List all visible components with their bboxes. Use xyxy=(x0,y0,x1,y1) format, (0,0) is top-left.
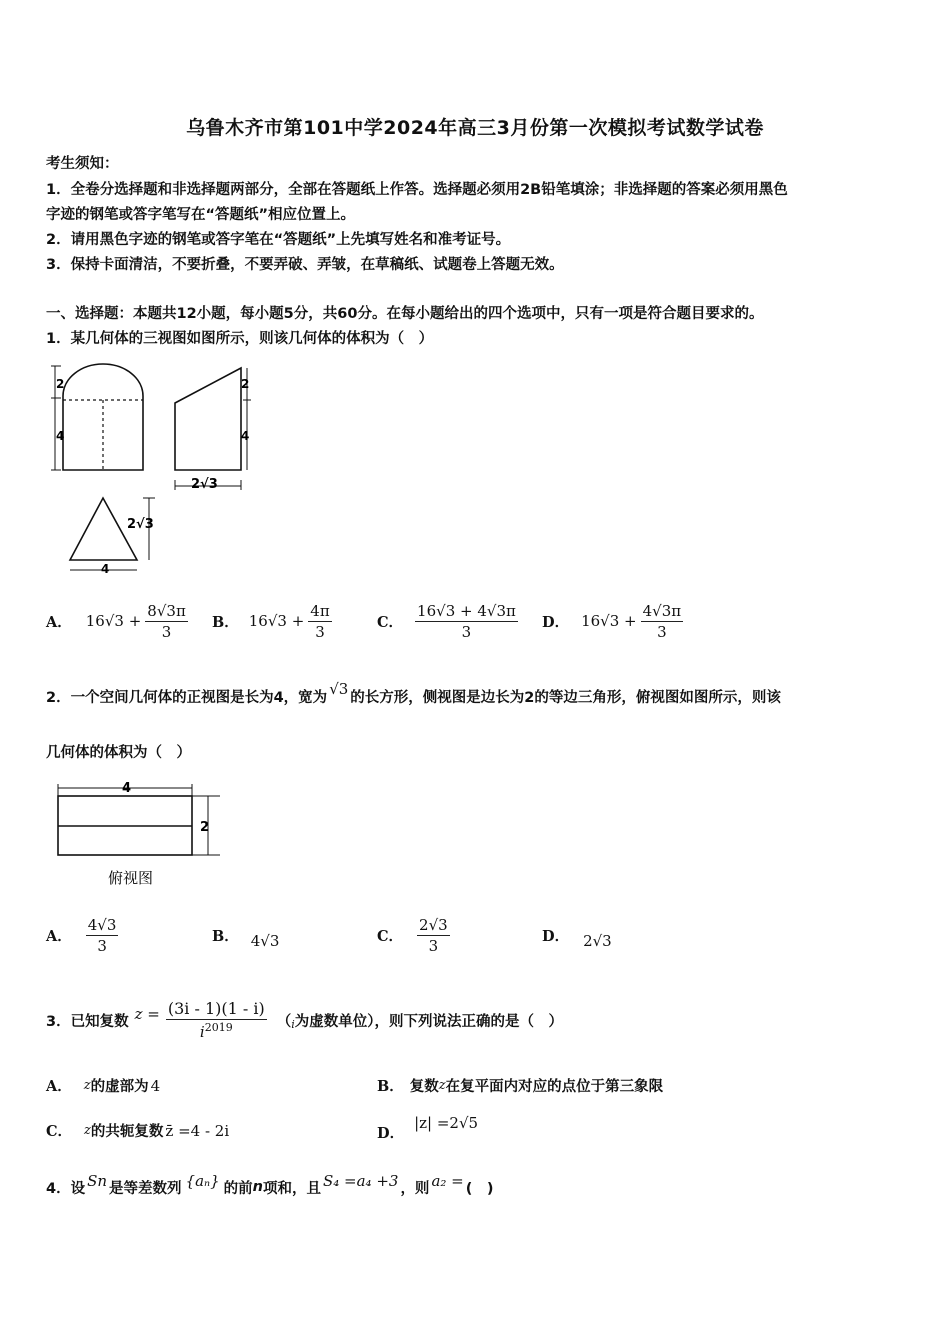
q3-den: i xyxy=(199,1023,205,1041)
q1-label-base: 4 xyxy=(101,562,110,576)
q4-t6: ( ) xyxy=(465,1180,494,1197)
q2-c-letter: C． xyxy=(377,927,404,945)
q2-a-letter: A． xyxy=(46,927,72,945)
q1-label-r2: 2 xyxy=(241,377,250,391)
q3-a-val: 4 xyxy=(150,1076,161,1095)
q4-t4: 项和，且 xyxy=(262,1180,321,1197)
q3-c-letter: C． xyxy=(46,1123,73,1140)
q1-c-num: 16√3 + 4√3π xyxy=(417,601,516,620)
q3-d-letter: D． xyxy=(377,1125,405,1142)
q1-label-l2: 2 xyxy=(56,377,65,391)
section-heading: 一、选择题：本题共12小题，每小题5分，共60分。在每小题给出的四个选项中，只有一项是符合题目要求的。 xyxy=(46,306,764,322)
q2-stem-sqrt: √3 xyxy=(329,679,349,698)
q1-option-b[interactable] xyxy=(212,596,332,646)
q2-option-a[interactable] xyxy=(46,910,118,960)
q1-a-den: 3 xyxy=(161,622,172,641)
q2-options xyxy=(46,910,926,960)
q3-option-c[interactable] xyxy=(46,1120,229,1141)
q4-an: {aₙ} xyxy=(185,1172,220,1190)
q1-a-num: 8√3π xyxy=(147,601,186,620)
q3-c-z: z xyxy=(84,1123,91,1138)
q2-label-4: 4 xyxy=(122,781,132,796)
q1-b-num: 4π xyxy=(310,601,330,620)
q2-top-view-figure xyxy=(50,776,225,891)
q3-option-d[interactable] xyxy=(377,1112,479,1142)
q3-stem-a: 3．已知复数 xyxy=(46,1013,129,1030)
q3-d-expr: |z| =2√5 xyxy=(414,1113,479,1132)
q3-b-letter: B． xyxy=(377,1078,404,1095)
q1-option-d[interactable] xyxy=(542,596,683,646)
q2-option-c[interactable] xyxy=(377,910,450,960)
q1-stem: 1．某几何体的三视图如图所示，则该几何体的体积为（ ） xyxy=(46,331,434,347)
q4-n: n xyxy=(252,1179,263,1195)
q1-side-view xyxy=(175,368,241,470)
q1-label-width: 2√3 xyxy=(191,477,218,492)
notice-line-3: 3．保持卡面清洁，不要折叠，不要弄破、弄皱，在草稿纸、试题卷上答题无效。 xyxy=(46,257,564,273)
q3-stem-b: （ xyxy=(276,1013,292,1030)
q3-b-text2: 在复平面内对应的点位于第三象限 xyxy=(445,1079,664,1095)
q3-a-z: z xyxy=(83,1078,91,1093)
q3-c-expr: z̄ =4 - 2i xyxy=(165,1121,230,1140)
q1-d-num: 4√3π xyxy=(642,601,682,620)
q2-option-b[interactable] xyxy=(212,910,279,960)
q1-c-letter: C． xyxy=(377,613,404,631)
q1-b-int: 16√3 + xyxy=(248,612,305,630)
q3-i-sym: i xyxy=(291,1017,295,1031)
q3-den-exp: 2019 xyxy=(204,1021,233,1034)
q4-a2: a₂ = xyxy=(431,1172,464,1190)
q2-d-val: 2√3 xyxy=(583,932,612,950)
q2-caption: 俯视图 xyxy=(108,869,154,887)
q1-d-int: 16√3 + xyxy=(581,612,637,630)
q1-label-r4: 4 xyxy=(241,429,250,443)
q3-num: (3i - 1)(1 - i) xyxy=(167,999,265,1018)
q1-b-den: 3 xyxy=(315,622,325,641)
q4-cond: S₄ =a₄ +3 xyxy=(322,1172,399,1190)
q2-b-letter: B． xyxy=(212,927,239,945)
q2-stem-c: 几何体的体积为（ ） xyxy=(46,745,191,761)
q2-stem-a: 2．一个空间几何体的正视图是长为4，宽为 xyxy=(46,690,328,706)
q4-t2: 是等差数列 xyxy=(109,1180,182,1197)
q2-c-num: 2√3 xyxy=(419,915,448,934)
q3-option-b[interactable] xyxy=(377,1075,663,1096)
q1-option-a[interactable] xyxy=(46,596,188,646)
q2-option-d[interactable] xyxy=(542,910,612,960)
notice-heading: 考生须知： xyxy=(46,156,119,172)
q3-z-eq: z = xyxy=(134,1005,160,1023)
q1-d-den: 3 xyxy=(657,622,667,641)
q2-stem-b: 的长方形，侧视图是边长为2的等边三角形，俯视图如图所示，则该 xyxy=(350,690,781,706)
q3-c-text: 的共轭复数 xyxy=(90,1124,164,1140)
q4-stem xyxy=(46,1172,494,1202)
q1-c-den: 3 xyxy=(461,622,472,641)
q3-option-a[interactable] xyxy=(46,1075,160,1096)
q2-b-val: 4√3 xyxy=(250,932,280,950)
q1-options xyxy=(46,596,926,646)
q1-b-letter: B． xyxy=(212,613,239,631)
q2-a-num: 4√3 xyxy=(87,915,117,934)
q1-option-c[interactable] xyxy=(377,596,518,646)
q4-t1: 4．设 xyxy=(46,1180,86,1197)
notice-line-1b: 字迹的钢笔或答字笔写在“答题纸”相应位置上。 xyxy=(46,207,356,223)
q3-a-text: 的虚部为 xyxy=(90,1079,149,1095)
q2-stem xyxy=(46,679,781,707)
q3-b-z: z xyxy=(438,1078,446,1093)
q4-sn: Sn xyxy=(87,1172,108,1190)
q1-three-view-figure xyxy=(45,358,260,578)
q3-stem-c: 为虚数单位），则下列说法正确的是（ ） xyxy=(294,1013,564,1030)
notice-line-2: 2．请用黑色字迹的钢笔或答字笔在“答题纸”上先填写姓名和准考证号。 xyxy=(46,232,511,248)
q2-d-letter: D． xyxy=(542,927,570,945)
q1-a-letter: A． xyxy=(46,613,72,631)
q1-label-height: 2√3 xyxy=(127,517,154,532)
q3-b-text1: 复数 xyxy=(409,1079,439,1095)
q3-stem xyxy=(46,990,563,1050)
q1-d-letter: D． xyxy=(542,613,570,631)
q4-t3: 的前 xyxy=(223,1180,253,1197)
q2-a-den: 3 xyxy=(97,936,107,955)
q1-a-int: 16√3 + xyxy=(85,612,142,630)
page-title: 乌鲁木齐市第101中学2024年高三3月份第一次模拟考试数学试卷 xyxy=(186,117,764,139)
q4-t5: ，则 xyxy=(400,1180,430,1197)
q3-a-letter: A． xyxy=(46,1078,72,1095)
q2-c-den: 3 xyxy=(428,936,439,955)
q1-label-l4: 4 xyxy=(56,429,65,443)
notice-line-1a: 1．全卷分选择题和非选择题两部分，全部在答题纸上作答。选择题必须用2B铅笔填涂；非选择题的答案必须用黑色 xyxy=(46,182,788,198)
q2-label-2: 2 xyxy=(200,820,210,835)
